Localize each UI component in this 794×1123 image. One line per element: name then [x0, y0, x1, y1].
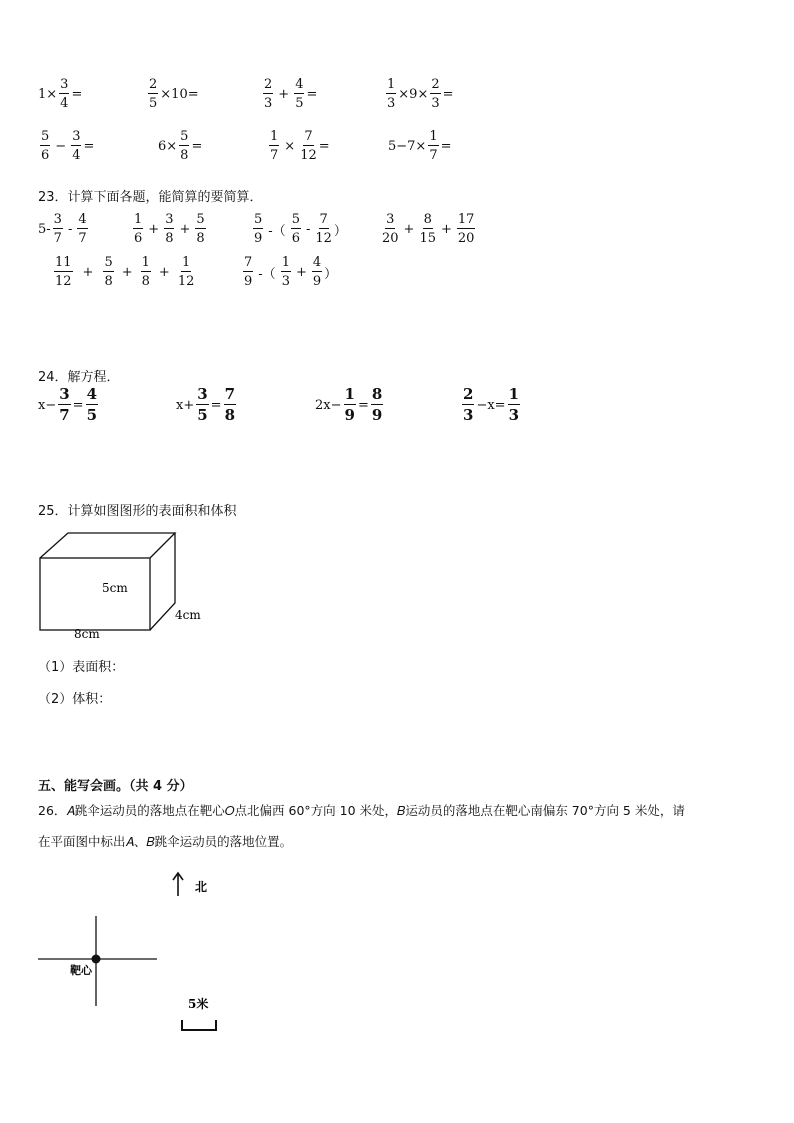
operator: +	[403, 221, 415, 237]
fraction	[253, 213, 263, 245]
numerator: 1	[134, 212, 143, 227]
numerator: 7	[319, 212, 328, 227]
equals: =	[357, 397, 369, 413]
fraction	[195, 213, 205, 245]
numerator: 4	[312, 255, 322, 270]
fraction	[281, 256, 291, 288]
north-arrow-icon	[173, 873, 183, 896]
numerator: 5	[291, 212, 300, 227]
operator: -（	[258, 266, 276, 282]
q24-equation-c	[315, 387, 385, 423]
operator: +	[441, 221, 452, 237]
fraction	[103, 256, 113, 288]
fraction	[179, 130, 189, 162]
denominator: 8	[180, 148, 189, 163]
fraction	[371, 387, 383, 423]
numerator: 1	[181, 255, 191, 270]
denominator: 7	[78, 231, 87, 246]
denominator: 3	[264, 96, 273, 111]
numerator: 1	[141, 255, 150, 270]
operator: +	[158, 264, 170, 280]
numerator: 17	[457, 212, 475, 227]
equals: =	[71, 86, 83, 102]
q23-expr-b	[131, 213, 208, 245]
fraction	[430, 78, 440, 110]
numerator: 2	[463, 385, 474, 403]
surface-area-prompt: （1）表面积：	[38, 660, 125, 675]
numerator: 3	[53, 212, 62, 227]
close-paren: ）	[333, 223, 347, 239]
fraction	[77, 213, 87, 245]
fraction	[141, 256, 151, 288]
denominator: 8	[104, 274, 113, 289]
q23-expr-a	[38, 213, 90, 245]
fraction	[133, 213, 143, 245]
numerator: 1	[387, 77, 396, 92]
numerator: 5	[104, 255, 113, 270]
denominator: 12	[315, 231, 332, 246]
calc-2-2	[158, 130, 202, 162]
fraction	[54, 256, 73, 288]
numerator: 3	[165, 212, 174, 227]
denominator: 20	[457, 231, 475, 246]
fraction	[428, 130, 438, 162]
numerator: 7	[224, 385, 236, 403]
target-center-label: 靶心	[70, 964, 92, 977]
fraction	[457, 213, 476, 245]
denominator: 12	[300, 148, 317, 163]
numerator: 3	[197, 385, 208, 403]
equals: =	[306, 86, 318, 102]
numerator: 5	[196, 212, 205, 227]
prefix: 6×	[158, 138, 178, 154]
scale-label: 5米	[188, 997, 209, 1011]
denominator: 5	[295, 96, 304, 111]
fraction	[344, 387, 356, 423]
denominator: 8	[224, 406, 236, 424]
fraction	[300, 130, 317, 162]
denominator: 3	[431, 96, 440, 111]
fraction	[386, 78, 396, 110]
denominator: 7	[429, 148, 438, 163]
numerator: 3	[386, 212, 395, 227]
numerator: 3	[60, 77, 69, 92]
north-label: 北	[195, 880, 208, 894]
denominator: 20	[382, 231, 399, 246]
equals: =	[83, 138, 95, 154]
denominator: 9	[254, 231, 263, 246]
denominator: 12	[177, 274, 195, 289]
equals: =	[72, 397, 84, 413]
numerator: 4	[86, 385, 98, 403]
fraction	[71, 130, 81, 162]
numerator: 5	[41, 129, 50, 144]
fraction	[508, 387, 520, 423]
prefix: 2x−	[315, 397, 342, 413]
q24-equation-a	[38, 387, 100, 423]
denominator: 8	[141, 274, 150, 289]
operator: -	[67, 221, 73, 237]
denominator: 15	[419, 231, 436, 246]
operator: −x=	[476, 397, 506, 413]
fraction	[86, 387, 98, 423]
numerator: 8	[423, 212, 432, 227]
operator: ×	[284, 138, 296, 154]
denominator: 9	[344, 406, 355, 424]
numerator: 5	[180, 129, 189, 144]
numerator: 5	[254, 212, 263, 227]
q23-expr-f	[241, 256, 337, 288]
calc-1-3	[261, 78, 317, 110]
denominator: 4	[72, 148, 81, 163]
q23-expr-d	[380, 213, 477, 245]
operator: +	[121, 264, 133, 280]
fraction	[196, 387, 208, 423]
operator: -（	[268, 223, 286, 239]
fraction	[419, 213, 436, 245]
operator: -	[305, 221, 311, 237]
denominator: 9	[371, 406, 383, 424]
fraction	[164, 213, 174, 245]
close-paren: ）	[324, 266, 338, 282]
denominator: 7	[53, 231, 62, 246]
denominator: 7	[59, 406, 70, 424]
denominator: 12	[55, 274, 72, 289]
fraction	[58, 387, 70, 423]
fraction	[263, 78, 273, 110]
numerator: 2	[149, 77, 158, 92]
fraction	[178, 256, 195, 288]
numerator: 1	[429, 129, 438, 144]
denominator: 6	[291, 231, 300, 246]
calc-1-1	[38, 78, 82, 110]
fraction	[224, 387, 236, 423]
fraction	[315, 213, 332, 245]
numerator: 2	[431, 77, 440, 92]
operator: +	[148, 221, 160, 237]
numerator: 1	[344, 385, 355, 403]
denominator: 8	[165, 231, 174, 246]
q26-line-1: 26．𝐴跳伞运动员的落地点在靶心𝑂点北偏西 60°方向 10 米处，𝐵运动员的落地点在靶心南偏东 70°方向 5 米处，请	[38, 803, 685, 818]
q23-expr-e	[52, 256, 196, 288]
q23-title: 23．计算下面各题，能简算的要简算．	[38, 190, 263, 205]
denominator: 6	[134, 231, 143, 246]
operator: −	[55, 138, 67, 154]
top-face	[40, 533, 175, 558]
fraction	[462, 387, 474, 423]
target-center-dot	[92, 955, 101, 964]
q24-title: 24．解方程．	[38, 370, 120, 385]
denominator: 8	[196, 231, 205, 246]
side-face	[150, 533, 175, 630]
calc-2-1	[38, 130, 94, 162]
numerator: 1	[281, 255, 290, 270]
denominator: 5	[197, 406, 208, 424]
equals: =	[442, 86, 454, 102]
q24-equation-d	[460, 387, 522, 423]
calc-2-4	[388, 130, 452, 162]
equals: =	[210, 397, 222, 413]
numerator: 3	[72, 129, 81, 144]
height-label: 5cm	[102, 581, 128, 595]
calc-2-3	[267, 130, 330, 162]
equals: =	[440, 138, 452, 154]
q23-expr-c	[251, 213, 347, 245]
equals: =	[318, 138, 330, 154]
target-diagram	[30, 868, 250, 1038]
denominator: 4	[60, 96, 69, 111]
fraction	[291, 213, 301, 245]
denominator: 3	[387, 96, 396, 111]
fraction	[294, 78, 304, 110]
denominator: 6	[41, 148, 50, 163]
section-5-title: 五、能写会画。（共 4 分）	[38, 779, 193, 794]
scale-bar	[182, 1020, 216, 1030]
prefix: 5−7×	[388, 138, 427, 154]
numerator: 1	[508, 385, 519, 403]
q24-equation-b	[176, 387, 238, 423]
prefix: 5-	[38, 221, 51, 237]
depth-label: 4cm	[175, 608, 201, 622]
cuboid-figure	[30, 528, 230, 643]
denominator: 3	[463, 406, 474, 424]
q25-title: 25．计算如图图形的表面积和体积	[38, 504, 237, 519]
front-face	[40, 558, 150, 630]
prefix: 1×	[38, 86, 58, 102]
denominator: 9	[312, 274, 322, 289]
fraction	[53, 213, 63, 245]
denominator: 3	[508, 406, 519, 424]
numerator: 3	[59, 385, 70, 403]
volume-prompt: （2）体积：	[38, 692, 112, 707]
denominator: 3	[281, 274, 290, 289]
calc-1-4	[384, 78, 454, 110]
operator: +	[295, 264, 307, 280]
fraction	[312, 256, 322, 288]
operator: +	[82, 264, 94, 280]
operator: +	[278, 86, 290, 102]
suffix: ×10=	[160, 86, 199, 102]
denominator: 5	[149, 96, 158, 111]
equals: =	[191, 138, 203, 154]
numerator: 2	[264, 77, 273, 92]
numerator: 11	[55, 255, 72, 270]
numerator: 7	[304, 129, 313, 144]
q26-line-2: 在平面图中标出𝐴、𝐵跳伞运动员的落地位置。	[38, 834, 293, 849]
fraction	[382, 213, 399, 245]
numerator: 8	[371, 385, 383, 403]
operator: +	[179, 221, 191, 237]
denominator: 5	[86, 406, 98, 424]
fraction	[40, 130, 50, 162]
numerator: 7	[244, 255, 253, 270]
fraction	[243, 256, 253, 288]
fraction	[59, 78, 69, 110]
length-label: 8cm	[74, 627, 100, 641]
numerator: 1	[270, 129, 279, 144]
denominator: 7	[270, 148, 279, 163]
fraction	[148, 78, 158, 110]
numerator: 4	[78, 212, 87, 227]
numerator: 4	[295, 77, 304, 92]
denominator: 9	[244, 274, 253, 289]
calc-1-2	[146, 78, 199, 110]
fraction	[269, 130, 279, 162]
prefix: x+	[176, 397, 195, 413]
operator: ×9×	[398, 86, 429, 102]
prefix: x−	[38, 397, 57, 413]
